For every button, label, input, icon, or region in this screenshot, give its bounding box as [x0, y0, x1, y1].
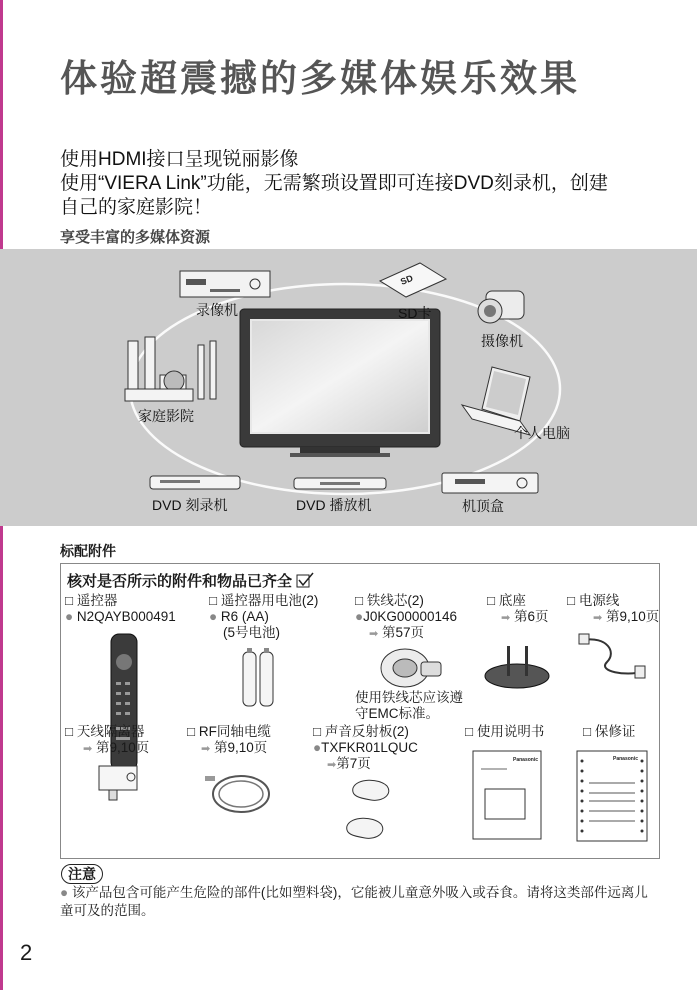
note-text — [60, 884, 660, 920]
item-rf-name: □ RF同轴电缆 — [187, 724, 271, 739]
bullet-icon: ● — [313, 740, 322, 755]
item-stand-ref: 第6页 — [513, 609, 549, 624]
item-reflector-name: □ 声音反射板(2) — [313, 724, 409, 739]
set-top-box-icon — [442, 473, 538, 493]
antenna-isolator-icon — [95, 762, 141, 804]
tv-icon — [240, 309, 440, 457]
rf-cable-icon — [203, 764, 277, 820]
dvd-player-icon — [294, 478, 386, 489]
checkbox-checked-icon — [296, 572, 314, 588]
item-isolator-ref: 第9,10页 — [95, 740, 150, 755]
item-isolator — [65, 724, 149, 757]
item-ferrite-note-1: 使用铁线芯应该遵 — [355, 690, 463, 705]
media-sources-band — [0, 249, 697, 526]
sound-reflector-icon — [343, 774, 403, 850]
item-remote-name: □ 遥控器 — [65, 593, 118, 608]
item-ferrite-code: J0KG00000146 — [363, 609, 457, 624]
checklist-title — [67, 570, 314, 591]
lead-line-3: 自己的家庭影院！ — [60, 197, 213, 218]
note-badge: 注意 — [61, 864, 103, 884]
item-reflector-ref: 第7页 — [336, 756, 371, 771]
item-battery — [209, 593, 318, 641]
arrow-icon: ➡ — [369, 628, 379, 640]
stand-icon — [481, 636, 553, 692]
label-vcr: 录像机 — [196, 302, 238, 318]
power-cord-icon — [577, 632, 649, 688]
item-manual — [465, 724, 544, 740]
item-reflector — [313, 724, 418, 773]
arrow-icon: ➡ — [201, 743, 211, 755]
warranty-card-icon — [575, 747, 651, 845]
arrow-icon: ➡ — [593, 612, 603, 624]
lead-line-2: 使用“VIERA Link”功能，无需繁琐设置即可连接DVD刻录机，创建 — [60, 173, 608, 194]
label-home-theater: 家庭影院 — [138, 408, 194, 424]
item-rf — [187, 724, 271, 757]
ferrite-core-icon — [377, 644, 447, 690]
bullet-icon: ● — [60, 885, 69, 900]
bullet-icon: ● — [355, 609, 364, 624]
section-subtitle: 享受丰富的多媒体资源 — [60, 229, 211, 246]
lead-line-1: 使用HDMI接口呈现锐丽影像 — [60, 149, 299, 170]
item-battery-code: R6 (AA) — [220, 609, 269, 624]
label-dvd-player: DVD 播放机 — [296, 497, 372, 513]
item-ferrite-note-2: 守EMC标准。 — [355, 706, 439, 721]
item-power — [567, 593, 659, 626]
item-remote — [65, 593, 176, 625]
bullet-icon: ● — [209, 609, 218, 624]
dvd-recorder-icon — [150, 476, 240, 489]
arrow-icon: ➡ — [327, 759, 337, 771]
item-isolator-name: □ 天线隔离器 — [65, 724, 145, 739]
checklist-title-text: 核对是否所示的附件和物品已齐全 — [67, 573, 293, 590]
bullet-icon: ● — [65, 609, 74, 624]
item-warranty — [583, 724, 635, 740]
devices-illustration — [0, 249, 697, 526]
item-reflector-code: TXFKR01LQUC — [321, 740, 418, 755]
item-ferrite — [355, 593, 457, 642]
label-stb: 机顶盒 — [462, 498, 504, 514]
accessories-box — [60, 563, 660, 859]
item-ferrite-ref: 第57页 — [381, 625, 425, 640]
sd-card-icon — [380, 263, 446, 297]
page-title: 体验超震撼的多媒体娱乐效果 — [60, 58, 580, 99]
manual-icon — [471, 747, 545, 843]
item-stand — [487, 593, 549, 626]
home-theater-icon — [125, 337, 216, 401]
label-sd: SD卡 — [398, 305, 432, 321]
vcr-icon — [180, 271, 270, 297]
item-power-ref: 第9,10页 — [605, 609, 660, 624]
label-camcorder: 摄像机 — [481, 333, 523, 349]
item-warranty-name: □ 保修证 — [583, 724, 636, 739]
item-battery-name: □ 遥控器用电池(2) — [209, 593, 319, 608]
item-stand-name: □ 底座 — [487, 593, 526, 608]
manual-brand: Panasonic — [513, 757, 539, 763]
item-rf-ref: 第9,10页 — [213, 740, 268, 755]
item-ferrite-note — [355, 690, 463, 722]
item-ferrite-name: □ 铁线芯(2) — [355, 593, 424, 608]
item-battery-note: (5号电池) — [223, 625, 280, 640]
camcorder-icon — [478, 291, 524, 323]
accessories-title: 标配附件 — [60, 543, 116, 559]
item-manual-name: □ 使用说明书 — [465, 724, 545, 739]
label-pc: 个人电脑 — [514, 425, 570, 441]
item-remote-code: N2QAYB000491 — [76, 609, 176, 624]
arrow-icon: ➡ — [501, 612, 511, 624]
item-power-name: □ 电源线 — [567, 593, 620, 608]
arrow-icon: ➡ — [83, 743, 93, 755]
label-dvd-recorder: DVD 刻录机 — [152, 497, 228, 513]
warranty-brand: Panasonic — [613, 756, 639, 762]
battery-icon — [239, 646, 279, 710]
note-text-content: 该产品包含可能产生危险的部件(比如塑料袋)，它能被儿童意外吸入或吞食。请将这类部件远离儿童可及的范围。 — [60, 885, 648, 918]
sd-card-label: SD — [399, 272, 415, 287]
page-number: 2 — [20, 940, 33, 965]
